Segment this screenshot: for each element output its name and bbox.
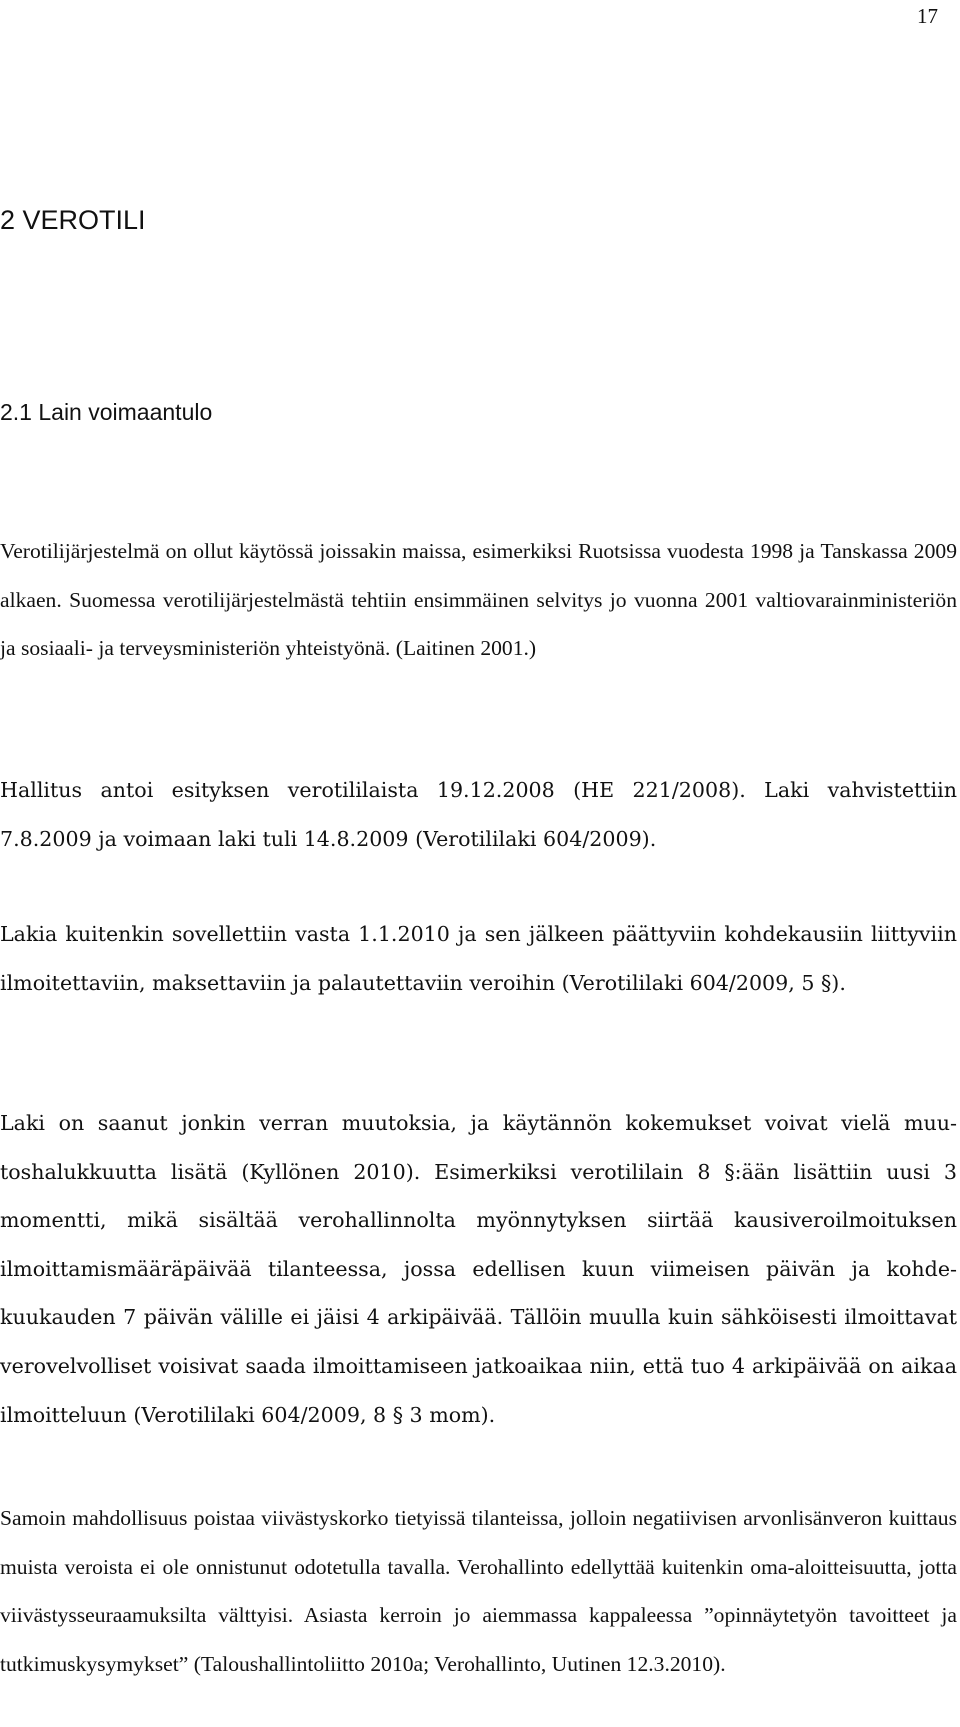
paragraph-application-date: Lakia kuitenkin sovellettiin vasta 1.1.2010 ja sen jälkeen päättyviin kohdekausiin liittyviin ilmoitettaviin, maksettaviin ja palautettaviin veroihin (Verotililaki 604/2009, 5 §). (0, 922, 957, 995)
paragraph-introduction: Verotilijärjestelmä on ollut käytössä joissakin maissa, esimerkiksi Ruotsissa vuodesta 1998 ja Tanskassa 2009 alkaen. Suomessa verotilijärjestelmästä tehtiin ensimmäinen selvitys jo vuonna 2001 valtiovarainministeriön ja sosiaali- ja terveysministeriön yhteistyönä. (Laitinen 2001.) (0, 539, 957, 661)
paragraph-amendments: Laki on saanut jonkin verran muutoksia, ja käytännön kokemukset voivat vielä muutoshalukkuutta lisätä (Kyllönen 2010). Esimerkiksi verotililain 8 §:ään lisättiin uusi 3 momentti, mikä sisältää verohallinnolta myönnytyksen siirtää kausiveroilmoituksen ilmoittamismääräpäivää tilanteessa, jossa edellisen kuun viimeisen päivän ja kohdekuukauden 7 päivän välille ei jäisi 4 arkipäivää. Tällöin muulla kuin sähköisesti ilmoittavat verovelvolliset voisivat saada ilmoittamiseen jatkoaikaa niin, että tuo 4 arkipäivää on aikaa ilmoitteluun (Verotililaki 604/2009, 8 § 3 mom). (0, 1111, 957, 1427)
paragraph-late-interest: Samoin mahdollisuus poistaa viivästyskorko tietyissä tilanteissa, jolloin negatiivisen arvonlisänveron kuittaus muista veroista ei ole onnistunut odotetulla tavalla. Verohallinto edellyttää kuitenkin oma-aloitteisuutta, jotta viivästysseuraamuksilta välttyisi. Asiasta kerroin jo aiemmassa kappaleessa ”opinnäytetyön tavoitteet ja tutkimuskysymykset” (Taloushallintoliitto 2010a; Verohallinto, Uutinen 12.3.2010). (0, 1506, 957, 1676)
chapter-title: 2 VEROTILI (0, 205, 146, 235)
paragraph-government-proposal: Hallitus antoi esityksen verotililaista 19.12.2008 (HE 221/2008). Laki vahvistettiin 7.8.2009 ja voimaan laki tuli 14.8.2009 (Verotililaki 604/2009). (0, 778, 957, 851)
section-title: 2.1 Lain voimaantulo (0, 399, 213, 425)
page-number: 17 (917, 4, 938, 28)
